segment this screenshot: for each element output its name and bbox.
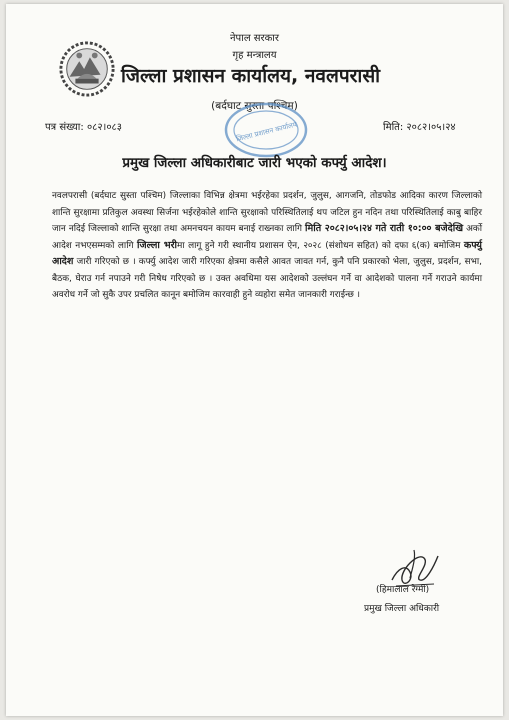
notice-title: प्रमुख जिल्ला अधिकारीबाट जारी भएको कर्फ्यु आदेश।: [122, 155, 387, 171]
body-text-3: मा लागू हुने गरी स्थानीय प्रशासन ऐन, २०२८ (संशोधन सहित) को दफा ६(क) बमोजिम: [177, 240, 464, 251]
document-page: [6, 4, 503, 716]
signatory-name: (हिमालाल रेग्मी): [376, 585, 430, 595]
date-label: मिति:: [383, 122, 404, 133]
reference-label: पत्र संख्या:: [45, 122, 84, 133]
curfew-area: जिल्ला भरी: [136, 239, 178, 251]
office-subtitle: (बर्दघाट सुस्ता पश्चिम): [211, 100, 298, 112]
body-text-1: नवलपरासी (बर्दघाट सुस्ता पश्चिम) जिल्लाका विभिन्न क्षेत्रमा भईरहेका प्रदर्शन, जुलुस, आगजनि, तोडफोड आदिका कारण जिल्लाको शान्ति सुरक्षामा प्रतिकुल अवस्था सिर्जना भईरहेकोले शान्ति सुरक्षाको परिस्थितिलाई थप जटिल हुन नदिन तथा परिस्थितिलाई काबु बाहिर जान नदिई जिल्लाको शान्ति सुरक्षा तथा अमनचयन कायम बनाई राख्नका लागि: [52, 191, 482, 234]
government-name: नेपाल सरकार: [230, 33, 279, 44]
letter-date: [383, 119, 456, 133]
notice-body: [52, 188, 482, 304]
curfew-order-label: कर्फ्यु आदेश: [52, 239, 482, 267]
stamp-text: जिल्ला प्रशासन कार्यालय: [235, 120, 298, 144]
reference-number: [45, 119, 122, 133]
office-title: जिल्ला प्रशासन कार्यालय, नवलपरासी: [121, 65, 381, 87]
curfew-start-time: मिति २०८२।०५।२४ गते राती १०:०० बजेदेखि: [305, 223, 464, 234]
ministry-name: गृह मन्त्रालय: [232, 50, 277, 61]
signatory-title: प्रमुख जिल्ला अधिकारी: [364, 604, 440, 614]
body-text-4: जारी गरिएको छ । कर्फ्यु आदेश जारी गरिएका क्षेत्रमा कसैले आवत जावत गर्न, कुनै पनि प्रकारको भेला, जुलुस, प्रदर्शन, सभा, बैठक, घेराउ गर्न नपाउने गरी निषेध गरिएको छ । उक्त अवधिमा यस आदेशको उल्लंघन गर्ने वा आदेशको पालना गर्ने गराउने कार्यमा अवरोध गर्ने जो सुकै उपर प्रचलित कानून बमोजिम कारवाही हुने व्यहोरा समेत जानकारी गराईन्छ ।: [52, 257, 482, 300]
date-value: २०८२।०५।२४: [406, 122, 456, 133]
body-text-2: अर्को आदेश नभएसम्मको लागि: [52, 224, 482, 251]
reference-value: ०८२।०८३: [86, 122, 122, 133]
